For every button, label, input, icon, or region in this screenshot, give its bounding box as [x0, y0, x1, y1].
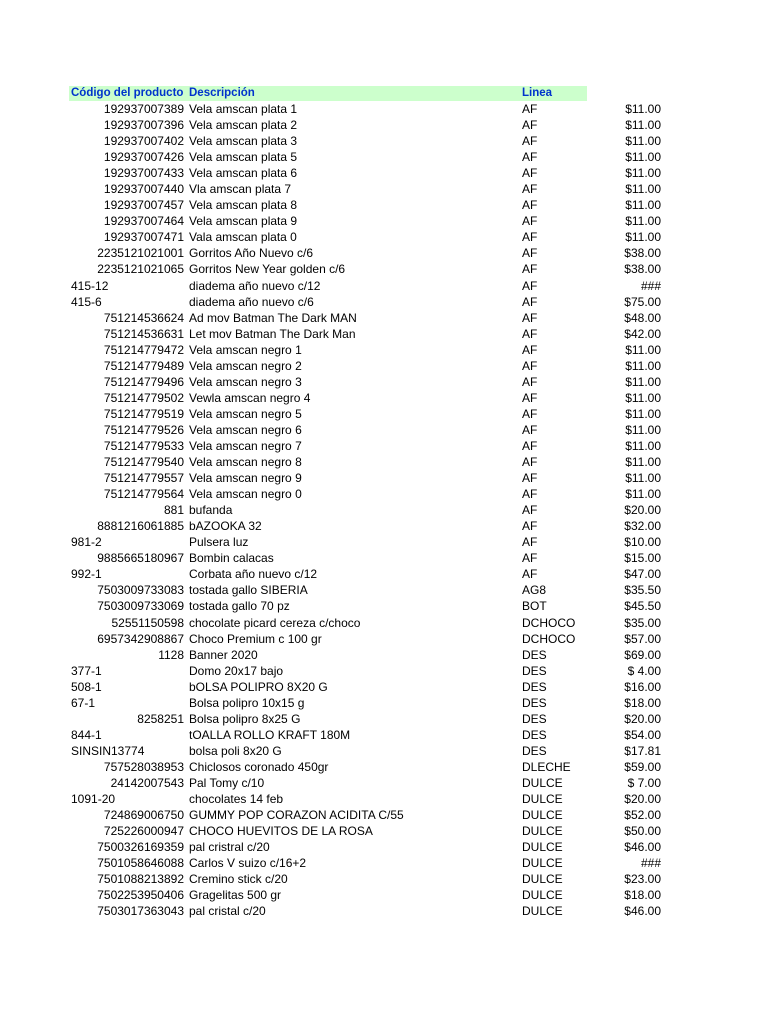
cell-code: 751214779472: [103, 342, 184, 357]
cell-code: 192937007457: [103, 198, 184, 213]
cell-price: ###: [640, 278, 661, 293]
table-row: [69, 775, 669, 791]
table-row: [69, 887, 669, 903]
table-row: [69, 229, 669, 245]
cell-description: bOLSA POLIPRO 8X20 G: [189, 679, 328, 694]
cell-code: 1091-20: [71, 792, 116, 807]
cell-price: $46.00: [624, 904, 661, 919]
cell-description: Domo 20x17 bajo: [189, 663, 284, 678]
cell-line: DULCE: [522, 872, 563, 887]
cell-code: 751214536624: [103, 310, 184, 325]
cell-code: 7501058646088: [97, 856, 184, 871]
cell-line: DES: [522, 679, 547, 694]
cell-code: 8881216061885: [97, 519, 184, 534]
cell-description: Bolsa polipro 8x25 G: [189, 711, 301, 726]
cell-description: Vela amscan plata 9: [189, 214, 298, 229]
cell-code: 9885665180967: [97, 551, 184, 566]
table-row: [69, 261, 669, 277]
cell-price: $11.00: [625, 118, 661, 133]
cell-description: Chiclosos coronado 450gr: [189, 759, 329, 774]
cell-price: $20.00: [624, 792, 661, 807]
table-row: [69, 149, 669, 165]
table-row: [69, 791, 669, 807]
cell-line: DULCE: [522, 824, 563, 839]
cell-code: 192937007389: [103, 102, 184, 116]
cell-code: 2235121021065: [97, 262, 184, 277]
table-row: [69, 598, 669, 614]
cell-description: Cremino stick c/20: [189, 872, 288, 887]
table-row: [69, 310, 669, 326]
cell-description: Vela amscan negro 0: [189, 487, 302, 502]
cell-price: $11.00: [625, 390, 661, 405]
product-sheet: [69, 86, 669, 919]
cell-code: 751214536631: [103, 326, 184, 341]
cell-price: $16.00: [624, 679, 661, 694]
cell-description: Gragelitas 500 gr: [189, 888, 282, 903]
cell-price: $54.00: [624, 727, 661, 742]
cell-line: AF: [522, 326, 538, 341]
cell-price: $ 4.00: [627, 663, 661, 678]
cell-description: Vela amscan plata 2: [189, 118, 298, 133]
table-row: [69, 197, 669, 213]
header-row: [69, 86, 587, 101]
cell-line: AG8: [522, 583, 547, 598]
cell-price: $11.00: [625, 471, 661, 486]
cell-line: AF: [522, 438, 538, 453]
cell-code: 992-1: [71, 567, 102, 582]
cell-code: 751214779533: [103, 438, 184, 453]
table-row: [69, 181, 669, 197]
cell-price: $11.00: [625, 406, 661, 421]
cell-line: DULCE: [522, 840, 563, 855]
cell-price: $11.00: [625, 198, 661, 213]
cell-code: 751214779489: [103, 358, 184, 373]
cell-price: $11.00: [625, 102, 661, 116]
cell-line: AF: [522, 487, 538, 502]
cell-description: chocolate picard cereza c/choco: [189, 615, 361, 630]
cell-price: $11.00: [625, 342, 661, 357]
cell-description: Vla amscan plata 7: [189, 182, 292, 197]
cell-line: DES: [522, 695, 547, 710]
cell-line: AF: [522, 342, 538, 357]
cell-description: tostada gallo SIBERIA: [189, 583, 308, 598]
cell-description: Vela amscan negro 8: [189, 455, 302, 470]
cell-code: 724869006750: [103, 808, 184, 823]
table-row: [69, 807, 669, 823]
table-row: [69, 550, 669, 566]
cell-description: diadema año nuevo c/12: [189, 278, 321, 293]
cell-price: $69.00: [624, 647, 661, 662]
cell-price: $48.00: [624, 310, 661, 325]
cell-description: Pal Tomy c/10: [189, 775, 265, 790]
cell-description: Pulsera luz: [189, 535, 249, 550]
cell-price: $38.00: [624, 262, 661, 277]
table-row: [69, 117, 669, 133]
cell-description: Vela amscan plata 3: [189, 134, 298, 149]
cell-description: Bombin calacas: [189, 551, 274, 566]
table-row: [69, 294, 669, 310]
cell-description: chocolates 14 feb: [189, 792, 284, 807]
cell-description: Choco Premium c 100 gr: [189, 631, 322, 646]
cell-price: $11.00: [625, 134, 661, 149]
cell-code: 881: [163, 503, 184, 518]
table-row: [69, 631, 669, 647]
cell-code: 751214779557: [103, 471, 184, 486]
cell-code: 192937007396: [103, 118, 184, 133]
cell-code: SINSIN13774: [71, 743, 145, 758]
cell-code: 192937007464: [103, 214, 184, 229]
cell-price: $35.00: [624, 615, 661, 630]
cell-code: 192937007433: [103, 166, 184, 181]
table-row: [69, 502, 669, 518]
cell-code: 981-2: [71, 535, 102, 550]
cell-price: $11.00: [625, 438, 661, 453]
table-row: [69, 454, 669, 470]
cell-description: Vela amscan negro 9: [189, 471, 302, 486]
cell-line: DULCE: [522, 888, 563, 903]
cell-price: $11.00: [625, 374, 661, 389]
table-row: [69, 871, 669, 887]
cell-price: $23.00: [624, 872, 661, 887]
table-row: [69, 278, 669, 294]
cell-line: AF: [522, 471, 538, 486]
cell-price: $11.00: [625, 358, 661, 373]
cell-code: 415-6: [71, 294, 102, 309]
cell-line: DULCE: [522, 904, 563, 919]
cell-line: AF: [522, 535, 538, 550]
table-row: [69, 438, 669, 454]
cell-line: AF: [522, 198, 538, 213]
cell-code: 1128: [158, 647, 184, 662]
cell-line: BOT: [522, 599, 547, 614]
table-row: [69, 358, 669, 374]
cell-price: $59.00: [624, 759, 661, 774]
cell-price: $17.81: [624, 743, 661, 758]
cell-code: 192937007440: [103, 182, 184, 197]
table-row: [69, 743, 669, 759]
cell-line: DES: [522, 647, 547, 662]
table-row: [69, 759, 669, 775]
cell-price: $15.00: [624, 551, 661, 566]
cell-description: tOALLA ROLLO KRAFT 180M: [189, 727, 351, 742]
table-row: [69, 133, 669, 149]
cell-code: 67-1: [71, 695, 96, 710]
cell-code: 751214779564: [103, 487, 184, 502]
table-row: [69, 390, 669, 406]
cell-description: Carlos V suizo c/16+2: [189, 856, 307, 871]
cell-price: $11.00: [625, 487, 661, 502]
cell-description: Vela amscan negro 3: [189, 374, 302, 389]
cell-description: diadema año nuevo c/6: [189, 294, 314, 309]
cell-code: 192937007402: [103, 134, 184, 149]
table-row: [69, 823, 669, 839]
cell-price: $50.00: [624, 824, 661, 839]
cell-line: AF: [522, 262, 538, 277]
cell-line: DES: [522, 743, 547, 758]
cell-line: DULCE: [522, 775, 563, 790]
cell-line: AF: [522, 134, 538, 149]
cell-description: GUMMY POP CORAZON ACIDITA C/55: [189, 808, 404, 823]
cell-line: AF: [522, 182, 538, 197]
cell-code: 7503017363043: [97, 904, 184, 919]
table-row: [69, 342, 669, 358]
table-row: [69, 406, 669, 422]
cell-description: Vela amscan negro 5: [189, 406, 302, 421]
cell-code: 751214779519: [103, 406, 184, 421]
cell-line: AF: [522, 166, 538, 181]
cell-price: $45.50: [624, 599, 661, 614]
cell-description: Vela amscan plata 8: [189, 198, 298, 213]
cell-line: AF: [522, 567, 538, 582]
cell-line: AF: [522, 294, 538, 309]
cell-code: 415-12: [71, 278, 109, 293]
table-row: [69, 470, 669, 486]
cell-description: Vela amscan negro 2: [189, 358, 302, 373]
cell-description: Corbata año nuevo c/12: [189, 567, 318, 582]
cell-code: 751214779496: [103, 374, 184, 389]
cell-description: Let mov Batman The Dark Man: [189, 326, 356, 341]
cell-price: $20.00: [624, 711, 661, 726]
cell-price: $18.00: [624, 695, 661, 710]
table-row: [69, 534, 669, 550]
cell-line: AF: [522, 150, 538, 165]
cell-price: $11.00: [625, 422, 661, 437]
cell-code: 2235121021001: [97, 246, 184, 261]
cell-description: Vewla amscan negro 4: [189, 390, 311, 405]
table-row: [69, 679, 669, 695]
cell-line: AF: [522, 214, 538, 229]
cell-line: DULCE: [522, 792, 563, 807]
cell-price: $75.00: [624, 294, 661, 309]
cell-line: AF: [522, 422, 538, 437]
cell-code: 52551150598: [111, 615, 184, 630]
cell-line: DULCE: [522, 856, 563, 871]
table-row: [69, 165, 669, 181]
header-code: Código del producto: [71, 87, 184, 99]
cell-line: DLECHE: [522, 759, 571, 774]
cell-description: bAZOOKA 32: [189, 519, 262, 534]
cell-line: AF: [522, 455, 538, 470]
cell-price: $18.00: [624, 888, 661, 903]
table-row: [69, 711, 669, 727]
table-row: [69, 903, 669, 919]
cell-line: AF: [522, 519, 538, 534]
cell-price: $47.00: [624, 567, 661, 582]
table-row: [69, 727, 669, 743]
table-row: [69, 695, 669, 711]
cell-price: $11.00: [625, 150, 661, 165]
cell-code: 24142007543: [110, 775, 184, 790]
cell-code: 7503009733069: [97, 599, 184, 614]
cell-line: AF: [522, 406, 538, 421]
cell-price: $52.00: [624, 808, 661, 823]
cell-price: $42.00: [624, 326, 661, 341]
cell-price: $11.00: [625, 230, 661, 245]
cell-line: AF: [522, 102, 538, 116]
table-row: [69, 582, 669, 598]
cell-line: DES: [522, 711, 547, 726]
table-row: [69, 855, 669, 871]
cell-description: Vela amscan negro 1: [189, 342, 302, 357]
cell-line: DULCE: [522, 808, 563, 823]
cell-line: AF: [522, 310, 538, 325]
cell-description: Vela amscan plata 6: [189, 166, 298, 181]
cell-code: 192937007471: [103, 230, 184, 245]
cell-price: $11.00: [625, 455, 661, 470]
table-row: [69, 615, 669, 631]
cell-description: tostada gallo 70 pz: [189, 599, 290, 614]
product-rows: [69, 101, 669, 919]
cell-line: DES: [522, 727, 547, 742]
table-row: [69, 245, 669, 261]
cell-description: Vala amscan plata 0: [189, 230, 297, 245]
cell-code: 8258251: [137, 711, 184, 726]
cell-code: 7502253950406: [97, 888, 184, 903]
cell-line: AF: [522, 374, 538, 389]
cell-price: $11.00: [625, 166, 661, 181]
cell-description: Gorritos New Year golden c/6: [189, 262, 346, 277]
cell-description: Vela amscan plata 1: [189, 102, 298, 116]
cell-line: AF: [522, 230, 538, 245]
cell-description: Gorritos Año Nuevo c/6: [189, 246, 314, 261]
cell-price: $11.00: [625, 182, 661, 197]
cell-description: bolsa poli 8x20 G: [189, 743, 282, 758]
table-row: [69, 326, 669, 342]
cell-code: 7501088213892: [97, 872, 184, 887]
cell-description: pal cristal c/20: [189, 904, 266, 919]
cell-code: 757528038953: [103, 759, 184, 774]
cell-line: AF: [522, 390, 538, 405]
cell-line: AF: [522, 358, 538, 373]
cell-price: $46.00: [624, 840, 661, 855]
cell-description: Vela amscan negro 6: [189, 422, 302, 437]
table-row: [69, 213, 669, 229]
cell-code: 508-1: [71, 679, 102, 694]
cell-line: DES: [522, 663, 547, 678]
cell-price: $11.00: [625, 214, 661, 229]
cell-code: 192937007426: [103, 150, 184, 165]
header-description: Descripción: [189, 87, 255, 99]
cell-description: bufanda: [189, 503, 233, 518]
cell-price: $57.00: [624, 631, 661, 646]
cell-line: AF: [522, 551, 538, 566]
cell-code: 7500326169359: [97, 840, 184, 855]
cell-code: 751214779526: [103, 422, 184, 437]
cell-price: ###: [640, 856, 661, 871]
table-row: [69, 839, 669, 855]
cell-description: pal cristral c/20: [189, 840, 270, 855]
cell-code: 725226000947: [103, 824, 184, 839]
table-row: [69, 647, 669, 663]
cell-description: Bolsa polipro 10x15 g: [189, 695, 305, 710]
table-row: [69, 663, 669, 679]
cell-line: DCHOCO: [522, 615, 576, 630]
table-row: [69, 486, 669, 502]
cell-line: AF: [522, 118, 538, 133]
cell-line: DCHOCO: [522, 631, 576, 646]
cell-description: CHOCO HUEVITOS DE LA ROSA: [189, 824, 373, 839]
cell-code: 377-1: [71, 663, 102, 678]
table-row: [69, 518, 669, 534]
cell-code: 844-1: [71, 727, 102, 742]
cell-description: Vela amscan plata 5: [189, 150, 298, 165]
table-row: [69, 422, 669, 438]
cell-code: 751214779540: [103, 455, 184, 470]
cell-description: Vela amscan negro 7: [189, 438, 302, 453]
table-row: [69, 374, 669, 390]
cell-description: Banner 2020: [189, 647, 258, 662]
cell-price: $ 7.00: [627, 775, 661, 790]
table-row: [69, 566, 669, 582]
cell-price: $35.50: [624, 583, 661, 598]
cell-description: Ad mov Batman The Dark MAN: [189, 310, 357, 325]
cell-price: $20.00: [624, 503, 661, 518]
cell-code: 6957342908867: [97, 631, 184, 646]
header-line: Linea: [522, 87, 553, 99]
cell-line: AF: [522, 503, 538, 518]
cell-code: 7503009733083: [97, 583, 184, 598]
cell-code: 751214779502: [103, 390, 184, 405]
cell-line: AF: [522, 278, 538, 293]
table-row: [69, 101, 669, 117]
cell-price: $32.00: [624, 519, 661, 534]
cell-price: $38.00: [624, 246, 661, 261]
cell-price: $10.00: [624, 535, 661, 550]
cell-line: AF: [522, 246, 538, 261]
